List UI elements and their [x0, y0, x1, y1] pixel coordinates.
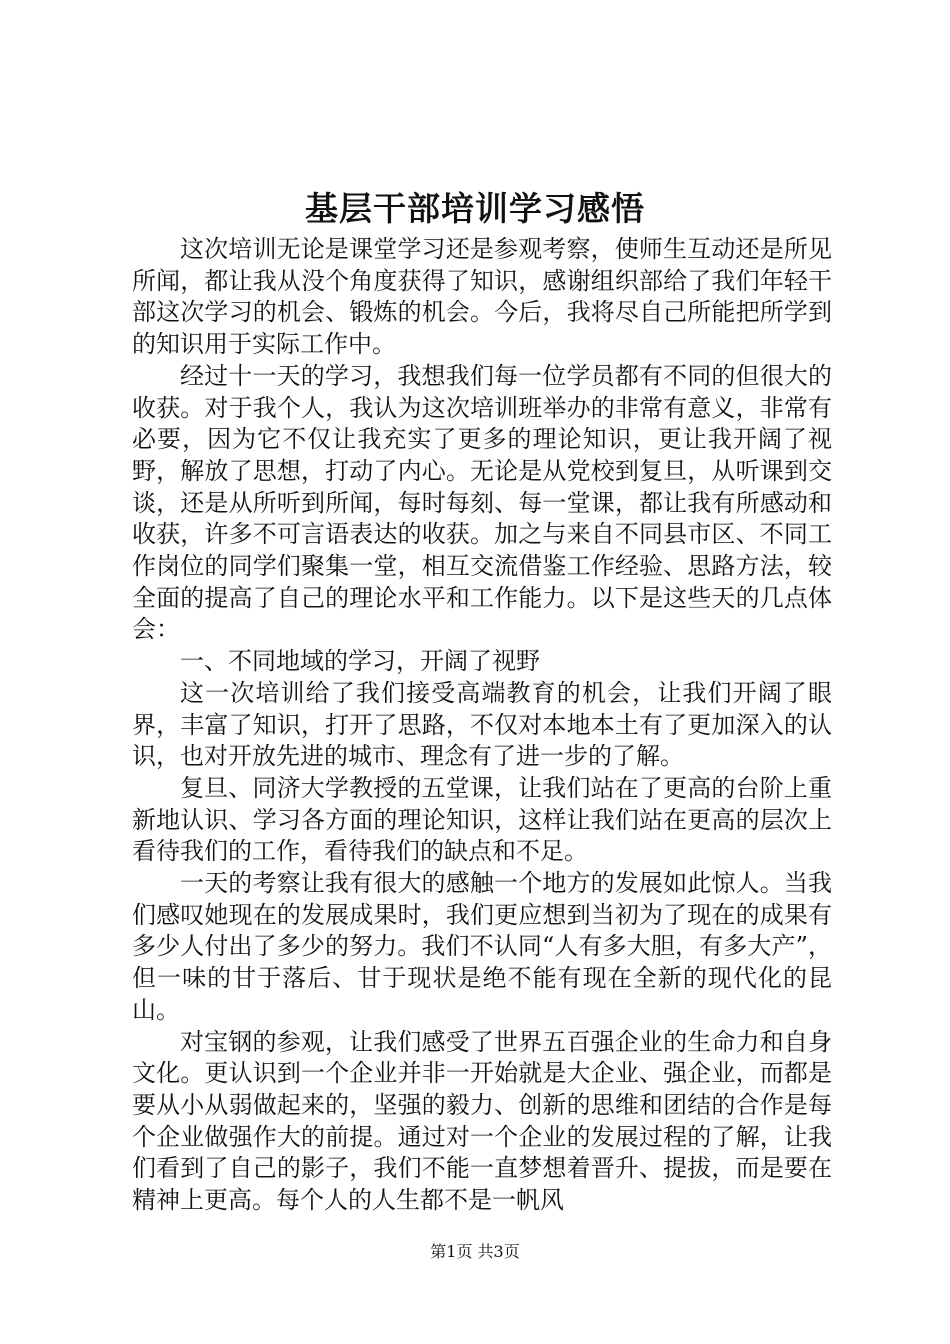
page-number: 第1页 共3页 — [430, 1242, 520, 1261]
paragraph-inspection: 一天的考察让我有很大的感触一个地方的发展如此惊人。当我们感叹她现在的发展成果时，我们更应想到当初为了现在的成果有多少人付出了多少的努力。我们不认同“人有多大胆，有多大产”，但一味的甘于落后、甘于现状是绝不能有现在全新的现代化的昆山。 — [132, 869, 832, 1024]
document-body — [132, 234, 832, 1217]
section-heading: 一、不同地域的学习，开阔了视野 — [180, 647, 540, 676]
paragraph-horizons: 这一次培训给了我们接受高端教育的机会，让我们开阔了眼界，丰富了知识，打开了思路，不仅对本地本土有了更加深入的认识，也对开放先进的城市、理念有了进一步的了解。 — [132, 678, 832, 771]
paragraph-lectures: 复旦、同济大学教授的五堂课，让我们站在了更高的台阶上重新地认识、学习各方面的理论知识，这样让我们站在更高的层次上看待我们的工作，看待我们的缺点和不足。 — [132, 773, 832, 866]
paragraph-gains: 经过十一天的学习，我想我们每一位学员都有不同的但很大的收获。对于我个人，我认为这次培训班举办的非常有意义，非常有必要，因为它不仅让我充实了更多的理论知识，更让我开阔了视野，解放了思想，打动了内心。无论是从党校到复旦，从听课到交谈，还是从所听到所闻，每时每刻、每一堂课，都让我有所感动和收获，许多不可言语表达的收获。加之与来自不同县市区、不同工作岗位的同学们聚集一堂，相互交流借鉴工作经验、思路方法，较全面的提高了自己的理论水平和工作能力。以下是这些天的几点体会： — [132, 361, 832, 644]
paragraph-baosteel: 对宝钢的参观，让我们感受了世界五百强企业的生命力和自身文化。更认识到一个企业并非一开始就是大企业、强企业，而都是要从小从弱做起来的，坚强的毅力、创新的思维和团结的合作是每个企业做强作大的前提。通过对一个企业的发展过程的了解，让我们看到了自己的影子，我们不能一直梦想着晋升、提拔，而是要在精神上更高。每个人的人生都不是一帆风 — [132, 1027, 832, 1215]
document-title: 基层干部培训学习感悟 — [305, 189, 645, 228]
paragraph-intro: 这次培训无论是课堂学习还是参观考察，使师生互动还是所见所闻，都让我从没个角度获得了知识，感谢组织部给了我们年轻干部这次学习的机会、锻炼的机会。今后，我将尽自己所能把所学到的知识用于实际工作中。 — [132, 235, 832, 359]
